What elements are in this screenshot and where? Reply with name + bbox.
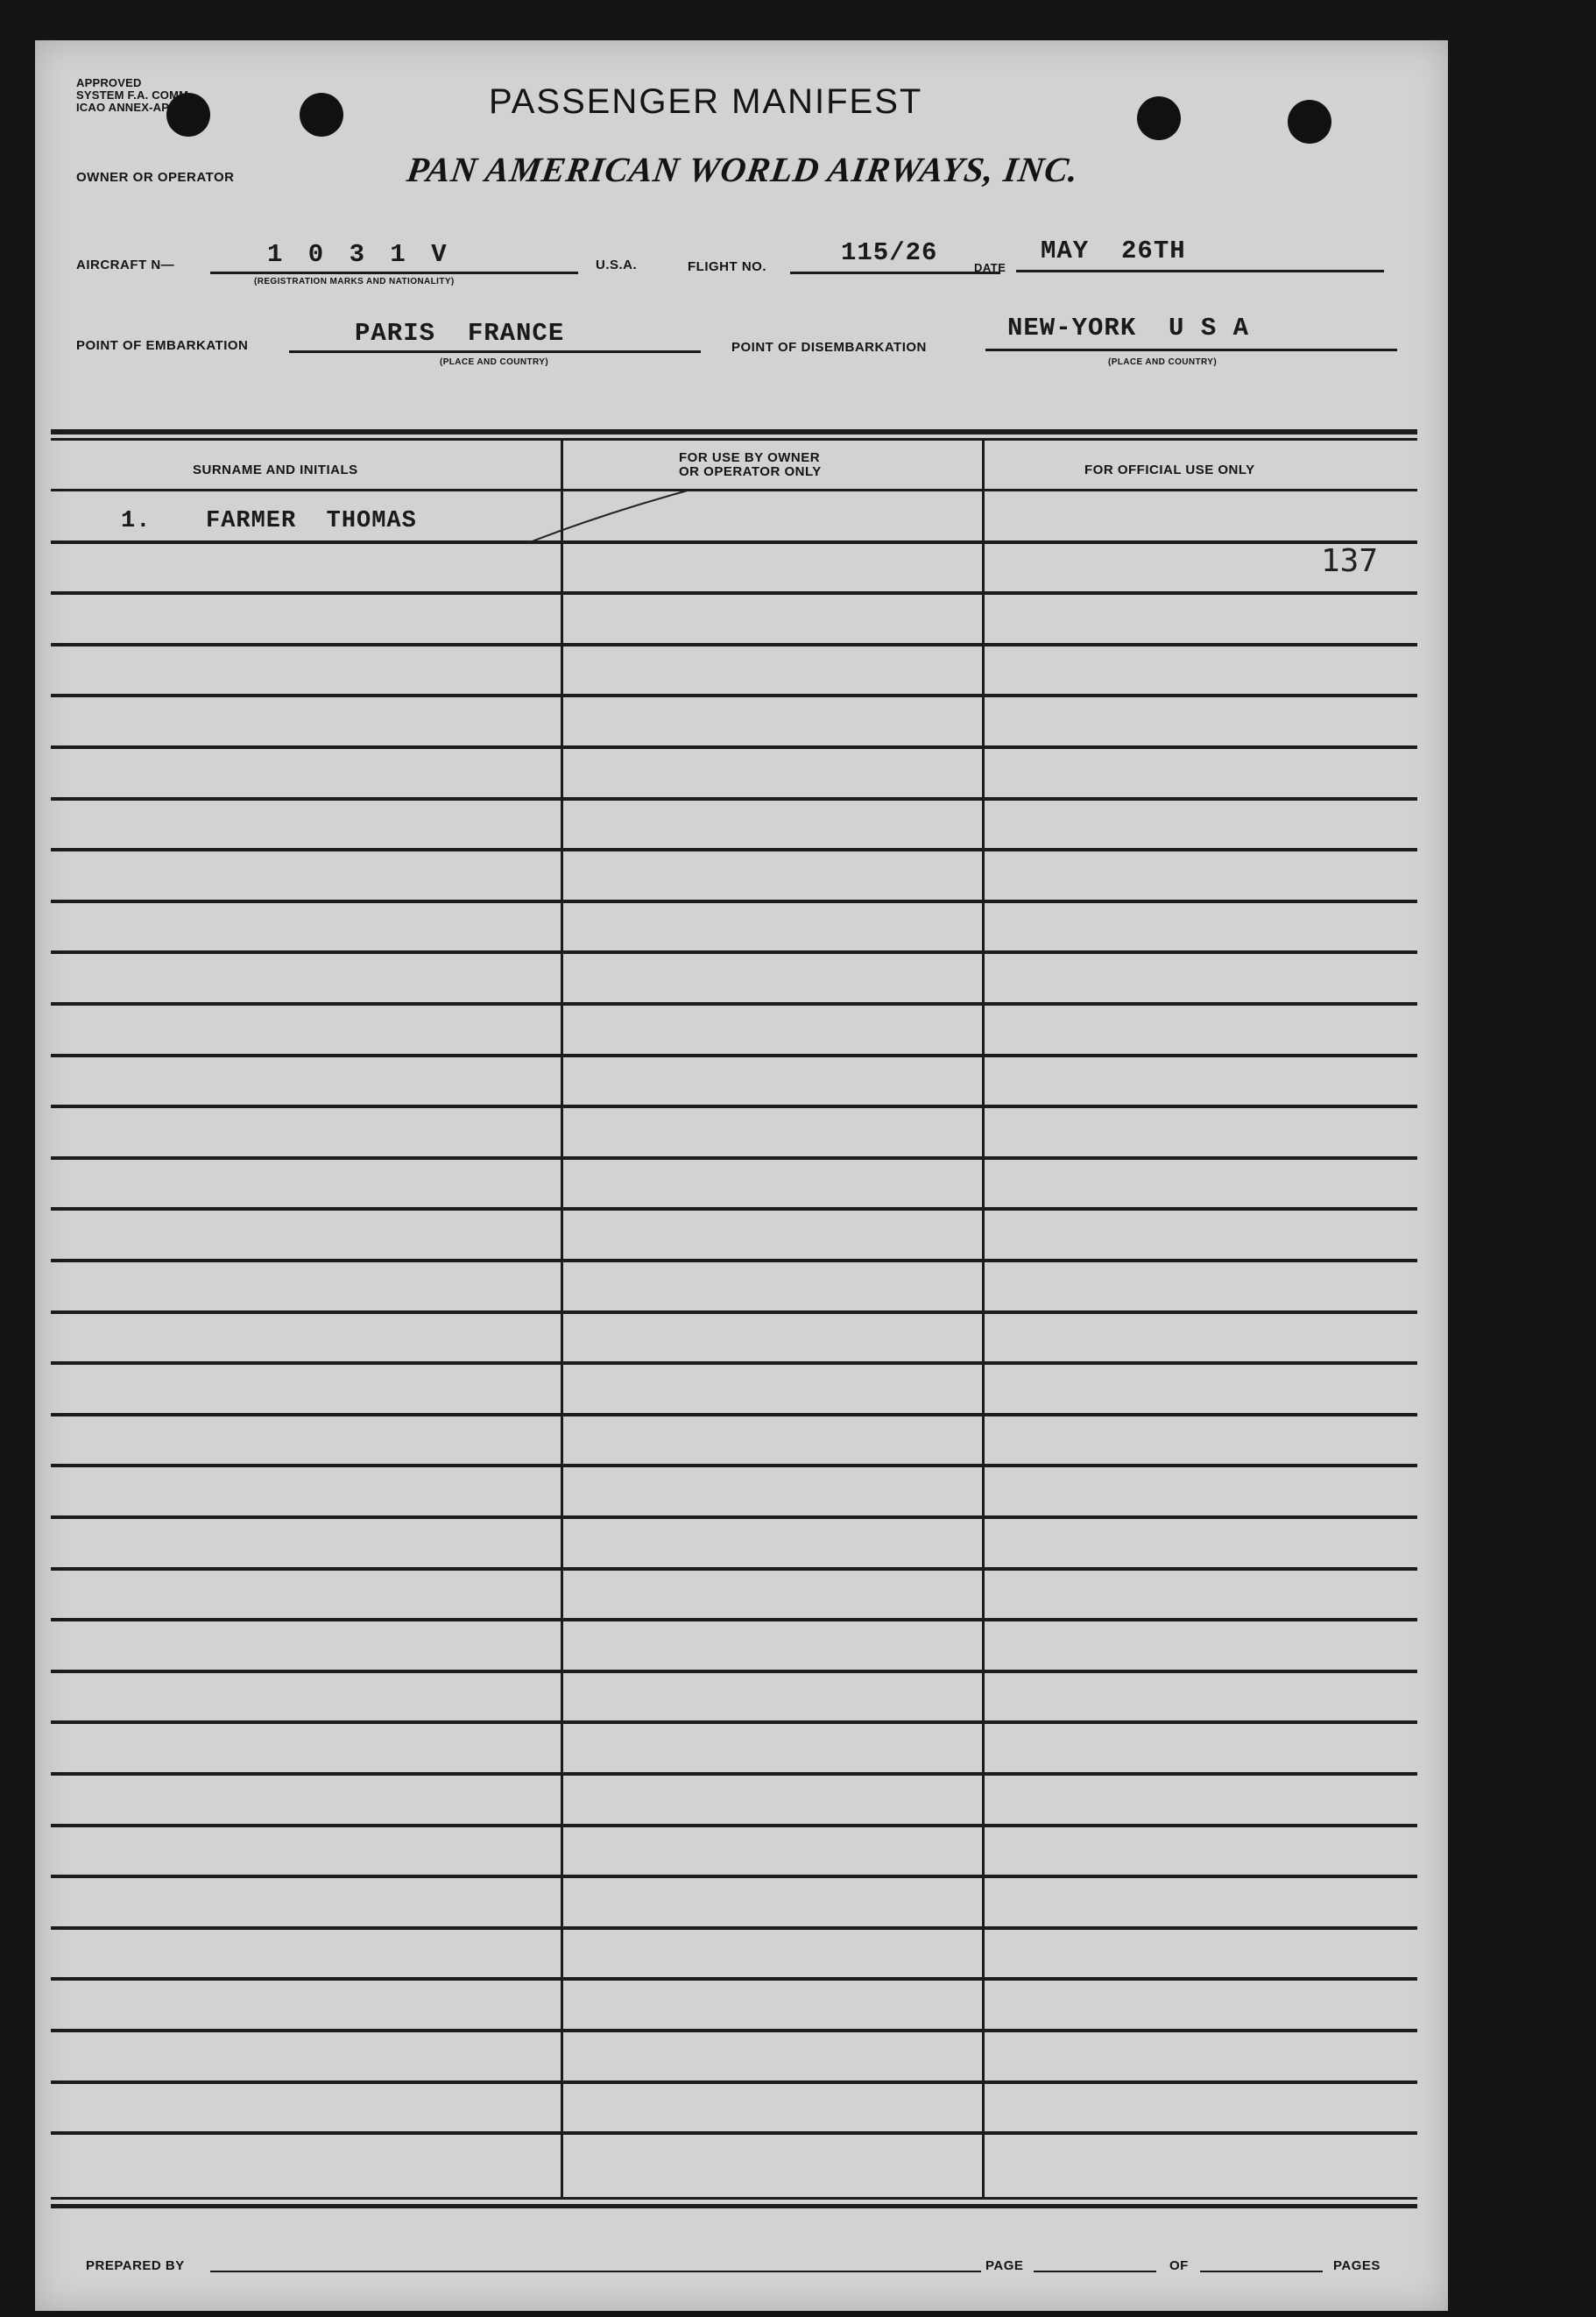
table-row-line [51,1618,1417,1621]
table-row-line [51,1002,1417,1006]
disembarkation-underline [985,349,1397,351]
page-title: PASSENGER MANIFEST [489,82,923,121]
prepared-by-underline [210,2271,981,2272]
approval-line: APPROVED [76,76,142,89]
approval-stamp [76,77,192,114]
prepared-by-label: PREPARED BY [86,2258,185,2273]
table-row-line [51,1105,1417,1108]
owner-label: OWNER OR OPERATOR [76,170,235,185]
table-row-line [51,797,1417,801]
table-row-line [51,1875,1417,1878]
column-header-operator-line2: OR OPERATOR ONLY [679,464,822,479]
table-row-line [51,900,1417,903]
column-header-operator-line1: FOR USE BY OWNER [679,450,821,465]
disembarkation-value: NEW-YORK U S A [1007,314,1250,343]
of-underline [1200,2271,1323,2272]
column-divider [561,441,563,2197]
operator-name: PAN AMERICAN WORLD AIRWAYS, INC. [404,150,1082,189]
column-header-surname: SURNAME AND INITIALS [193,463,358,477]
table-row-line [51,2080,1417,2084]
flight-label: FLIGHT NO. [688,259,766,274]
embarkation-label: POINT OF EMBARKATION [76,338,249,353]
table-bottom-rule [51,2197,1417,2200]
of-label: OF [1169,2258,1189,2273]
table-row-line [51,1824,1417,1827]
date-underline [1016,270,1384,272]
table-top-rule [51,429,1417,434]
usa-label: U.S.A. [596,258,638,272]
table-row-line [51,1926,1417,1930]
table-row-line [51,489,1417,491]
approval-line: ICAO ANNEX-APP. 2 [76,101,189,114]
table-row-line [51,1207,1417,1211]
embarkation-value: PARIS FRANCE [355,319,565,348]
table-row-line [51,1259,1417,1262]
page-underline [1034,2271,1156,2272]
table-row-line [51,1310,1417,1314]
pen-stroke [526,487,692,548]
column-header-official: FOR OFFICIAL USE ONLY [1084,463,1255,477]
table-row-line [51,643,1417,646]
table-top-rule [51,438,1417,441]
table-row-line [51,1670,1417,1673]
table-row-line [51,1515,1417,1519]
table-row-line [51,1977,1417,1981]
table-row-line [51,2029,1417,2032]
punch-hole [300,93,343,137]
table-row-line [51,1772,1417,1776]
aircraft-underline [210,272,578,274]
aircraft-value: 1 0 3 1 V [267,240,452,269]
table-row-line [51,1156,1417,1160]
disembarkation-sublabel: (PLACE AND COUNTRY) [1108,357,1218,367]
table-row-line [51,950,1417,954]
page-label: PAGE [985,2258,1024,2273]
table-row-line [51,1464,1417,1467]
table-row-line [51,1361,1417,1365]
disembarkation-label: POINT OF DISEMBARKATION [731,340,927,355]
table-row-line [51,1413,1417,1416]
table-row-line [51,848,1417,851]
passenger-number: 1. [121,508,152,534]
punch-hole [1288,100,1331,144]
manifest-sheet [35,40,1448,2311]
approval-line: SYSTEM F.A. COMM. [76,88,192,102]
punch-hole [1137,96,1181,140]
aircraft-label: AIRCRAFT N— [76,258,175,272]
passenger-name: FARMER THOMAS [206,508,417,534]
table-row-line [51,540,1417,544]
date-label: DATE [974,261,1006,274]
pages-label: PAGES [1333,2258,1381,2273]
table-row-line [51,1567,1417,1571]
table-row-line [51,694,1417,697]
date-value: MAY 26TH [1041,237,1186,265]
embarkation-underline [289,350,701,353]
table-row-line [51,745,1417,749]
table-row-line [51,1720,1417,1724]
column-divider [982,441,985,2197]
aircraft-sublabel: (REGISTRATION MARKS AND NATIONALITY) [254,277,455,286]
flight-underline [790,272,1000,274]
flight-value: 115/26 [841,238,938,267]
table-bottom-rule [51,2204,1417,2208]
embarkation-sublabel: (PLACE AND COUNTRY) [440,357,549,367]
official-number: 137 [1321,543,1379,579]
table-row-line [51,2131,1417,2135]
table-row-line [51,1054,1417,1057]
table-row-line [51,591,1417,595]
